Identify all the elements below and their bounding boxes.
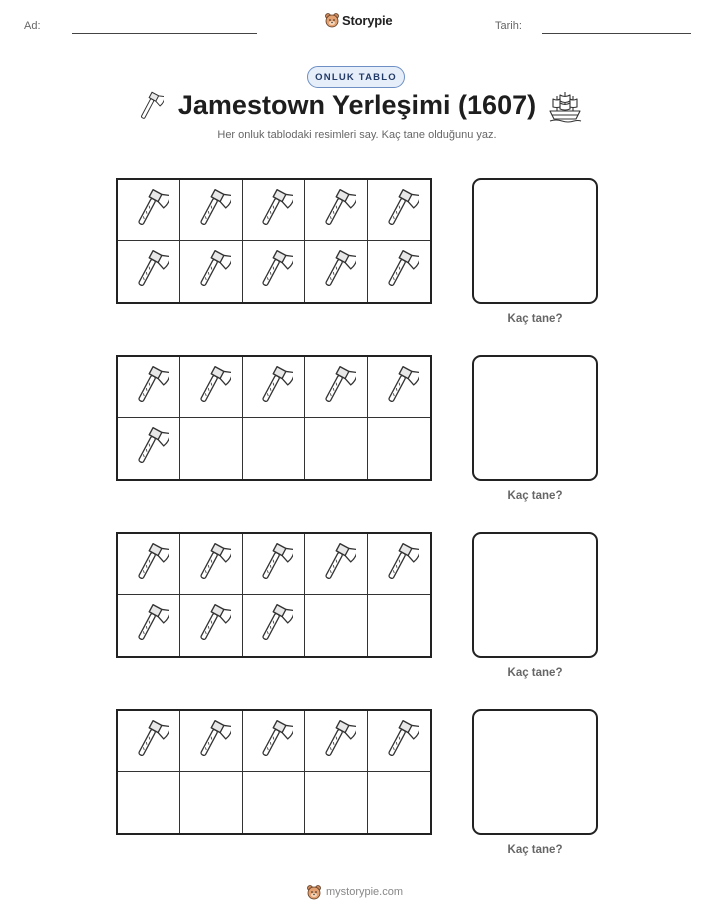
answer-box-4[interactable] xyxy=(472,709,598,835)
frame-cell xyxy=(305,534,367,595)
frame-cell xyxy=(368,180,430,241)
answer-label-2: Kaç tane? xyxy=(507,490,563,502)
frame-cell xyxy=(180,534,242,595)
name-line[interactable] xyxy=(72,33,257,34)
axe-icon xyxy=(253,601,293,650)
footer xyxy=(306,884,403,900)
frame-cell xyxy=(243,772,305,833)
frame-cell xyxy=(180,418,242,479)
frame-cell xyxy=(305,595,367,656)
bear-icon xyxy=(306,884,322,900)
ten-frame-2 xyxy=(116,355,432,481)
instructions: Her onluk tablodaki resimleri say. Kaç tane olduğunu yaz. xyxy=(217,129,497,141)
frame-cell xyxy=(368,534,430,595)
axe-icon xyxy=(379,363,419,412)
axe-icon xyxy=(129,717,169,766)
frame-cell xyxy=(243,241,305,302)
footer-url: mystorypie.com xyxy=(326,886,404,898)
worksheet-badge: ONLUK TABLO xyxy=(307,66,405,88)
frame-cell xyxy=(368,711,430,772)
name-label: Ad: xyxy=(24,20,41,32)
axe-icon xyxy=(129,186,169,235)
bear-icon xyxy=(324,12,340,28)
date-line[interactable] xyxy=(542,33,691,34)
axe-icon xyxy=(129,424,169,473)
axe-icon xyxy=(129,601,169,650)
frame-cell xyxy=(368,357,430,418)
frame-cell xyxy=(118,357,180,418)
frame-cell xyxy=(118,534,180,595)
storypie-logo xyxy=(324,12,392,28)
axe-icon xyxy=(129,540,169,589)
frame-cell xyxy=(368,595,430,656)
frame-cell xyxy=(243,418,305,479)
page-title: Jamestown Yerleşimi (1607) xyxy=(177,90,537,120)
axe-icon xyxy=(191,540,231,589)
answer-box-3[interactable] xyxy=(472,532,598,658)
axe-icon xyxy=(129,363,169,412)
axe-icon xyxy=(379,186,419,235)
axe-icon xyxy=(253,247,293,296)
axe-icon xyxy=(134,89,164,128)
brand-name: Storypie xyxy=(342,12,393,28)
axe-icon xyxy=(316,247,356,296)
frame-cell xyxy=(243,357,305,418)
ten-frame-4 xyxy=(116,709,432,835)
frame-cell xyxy=(118,711,180,772)
frame-cell xyxy=(243,534,305,595)
axe-icon xyxy=(191,363,231,412)
axe-icon xyxy=(191,186,231,235)
axe-icon xyxy=(379,717,419,766)
axe-icon xyxy=(253,363,293,412)
frame-cell xyxy=(118,241,180,302)
axe-icon xyxy=(253,717,293,766)
axe-icon xyxy=(379,540,419,589)
ten-frame-3 xyxy=(116,532,432,658)
axe-icon xyxy=(316,363,356,412)
frame-cell xyxy=(118,595,180,656)
axe-icon xyxy=(316,717,356,766)
axe-icon xyxy=(191,247,231,296)
frame-cell xyxy=(305,357,367,418)
date-label: Tarih: xyxy=(495,20,522,32)
frame-cell xyxy=(368,241,430,302)
frame-cell xyxy=(180,772,242,833)
axe-icon xyxy=(253,540,293,589)
answer-box-2[interactable] xyxy=(472,355,598,481)
frame-cell xyxy=(180,711,242,772)
frame-cell xyxy=(305,418,367,479)
axe-icon xyxy=(129,247,169,296)
frame-cell xyxy=(118,418,180,479)
answer-label-3: Kaç tane? xyxy=(507,667,563,679)
answer-box-1[interactable] xyxy=(472,178,598,304)
frame-cell xyxy=(118,772,180,833)
answer-label-4: Kaç tane? xyxy=(507,844,563,856)
frame-cell xyxy=(243,595,305,656)
frame-cell xyxy=(180,180,242,241)
axe-icon xyxy=(253,186,293,235)
answer-label-1: Kaç tane? xyxy=(507,313,563,325)
frame-cell xyxy=(180,595,242,656)
frame-cell xyxy=(243,180,305,241)
frame-cell xyxy=(180,241,242,302)
frame-cell xyxy=(118,180,180,241)
axe-icon xyxy=(316,540,356,589)
axe-icon xyxy=(316,186,356,235)
ten-frame-1 xyxy=(116,178,432,304)
axe-icon xyxy=(379,247,419,296)
frame-cell xyxy=(368,418,430,479)
frame-cell xyxy=(305,772,367,833)
frame-cell xyxy=(305,180,367,241)
frame-cell xyxy=(305,711,367,772)
frame-cell xyxy=(305,241,367,302)
frame-cell xyxy=(180,357,242,418)
axe-icon xyxy=(191,601,231,650)
frame-cell xyxy=(368,772,430,833)
axe-icon xyxy=(191,717,231,766)
ship-icon xyxy=(548,89,582,128)
frame-cell xyxy=(243,711,305,772)
